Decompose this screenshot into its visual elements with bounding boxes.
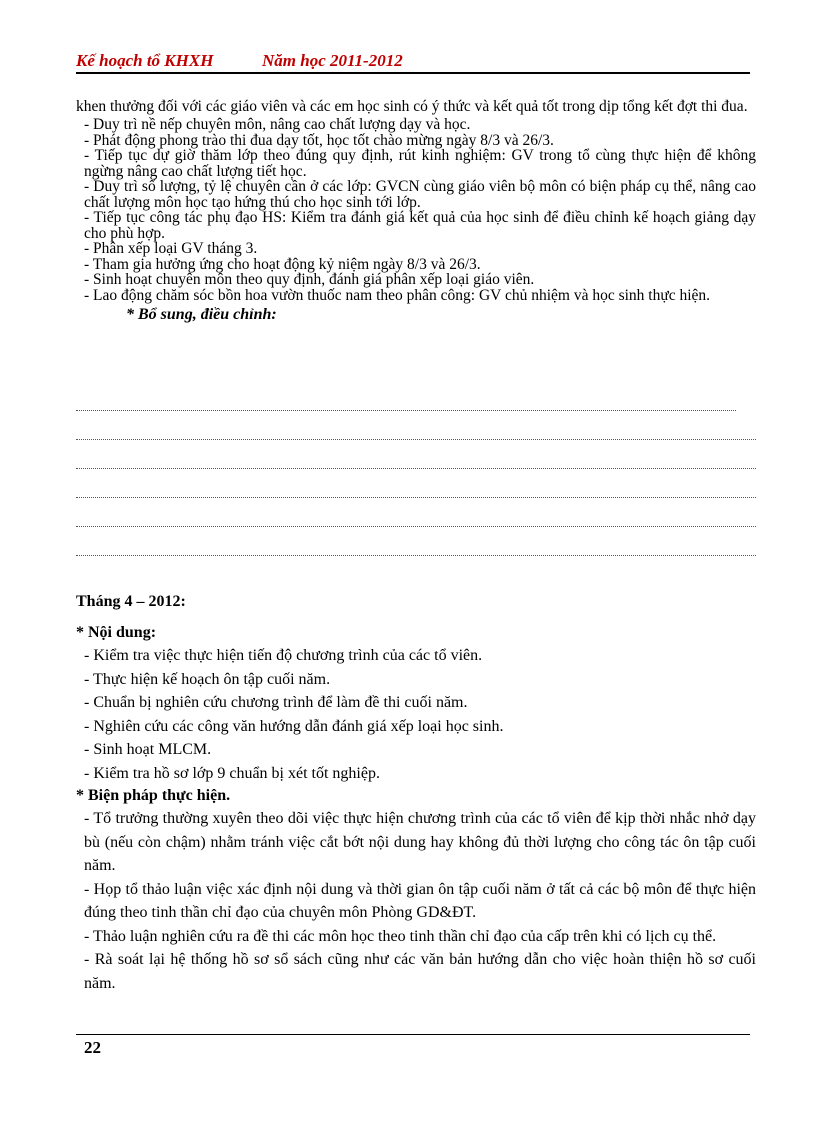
section-march [76,96,756,325]
list-item: - Chuẩn bị nghiên cứu chương trình để làm đề thi cuối năm. [84,694,468,711]
content-heading: * Nội dung: [76,624,157,641]
list-item: - Phân xếp loại GV tháng 3. [84,240,258,257]
list-item: - Duy trì nề nếp chuyên môn, nâng cao chất lượng dạy và học. [84,116,471,133]
footer-rule [76,1034,750,1035]
measures-heading: * Biện pháp thực hiện. [76,787,231,804]
list-item: - Họp tổ thảo luận việc xác định nội dung và thời gian ôn tập cuối năm ở tất cả các bộ môn để thực hiện đúng theo tinh thần chỉ đạo của chuyên môn Phòng GD&ĐT. [84,880,756,921]
list-item: - Tổ trưởng thường xuyên theo dõi việc thực hiện chương trình của các tổ viên để kịp thời nhắc nhở dạy bù (nếu còn chậm) nhằm tránh việc cắt bớt nội dung hay không đủ thời lượng cho công tác ôn tập cuối năm. [84,810,756,874]
list-item: - Nghiên cứu các công văn hướng dẫn đánh giá xếp loại học sinh. [84,717,504,735]
list-item: - Thảo luận nghiên cứu ra đề thi các môn học theo tinh thần chỉ đạo của cấp trên khi có lịch cụ thể. [84,927,717,945]
header-title: Kế hoạch tổ KHXH [76,51,214,70]
header-year: Năm học 2011-2012 [262,51,403,70]
list-item: - Rà soát lại hệ thống hồ sơ sổ sách cũng như các văn bản hướng dẫn cho việc hoàn thiện hồ sơ cuối năm. [84,951,756,992]
list-item: - Tiếp tục dự giờ thăm lớp theo đúng quy định, rút kinh nghiệm: GV trong tổ cùng thực hiện để không ngừng nâng cao chất lượng tiết học. [84,147,756,180]
list-item: - Kiểm tra hồ sơ lớp 9 chuẩn bị xét tốt nghiệp. [84,764,380,782]
list-item: - Thực hiện kế hoạch ôn tập cuối năm. [84,670,331,688]
dotted-line [76,410,736,411]
list-item: - Lao động chăm sóc bồn hoa vườn thuốc nam theo phân công: GV chủ nhiệm và học sinh thực hiện. [84,286,711,304]
dotted-line [76,439,756,440]
list-item: - Tiếp tục công tác phụ đạo HS: Kiểm tra đánh giá kết quả của học sinh để điều chỉnh kế hoạch giảng dạy cho phù hợp. [84,209,756,242]
page-number: 22 [84,1038,101,1057]
dotted-line [76,526,756,527]
list-item: - Phát động phong trào thi đua dạy tốt, học tốt chào mừng ngày 8/3 và 26/3. [84,131,554,149]
section-april [76,592,756,995]
list-item: - Duy trì số lượng, tỷ lệ chuyên cần ở các lớp: GVCN cùng giáo viên bộ môn có biện pháp cụ thể, nâng cao chất lượng môn học tạo hứng thú cho học sinh tới lớp. [84,178,756,211]
list-item: - Tham gia hưởng ứng cho hoạt động kỷ niệm ngày 8/3 và 26/3. [84,255,481,273]
month-title: Tháng 4 – 2012: [76,593,186,610]
page-header [76,52,750,74]
supplement-heading: * Bổ sung, điều chỉnh: [126,306,277,323]
list-item: - Kiểm tra việc thực hiện tiến độ chương trình của các tổ viên. [84,647,483,664]
list-item: - Sinh hoạt chuyên môn theo quy định, đánh giá phân xếp loại giáo viên. [84,271,535,288]
dotted-line [76,555,756,556]
list-item: - Sinh hoạt MLCM. [84,741,212,758]
intro-paragraph: khen thưởng đối với các giáo viên và các em học sinh có ý thức và kết quả tốt trong dịp tổng kết đợt thi đua. [76,98,748,115]
dotted-line [76,468,756,469]
dotted-line [76,497,756,498]
